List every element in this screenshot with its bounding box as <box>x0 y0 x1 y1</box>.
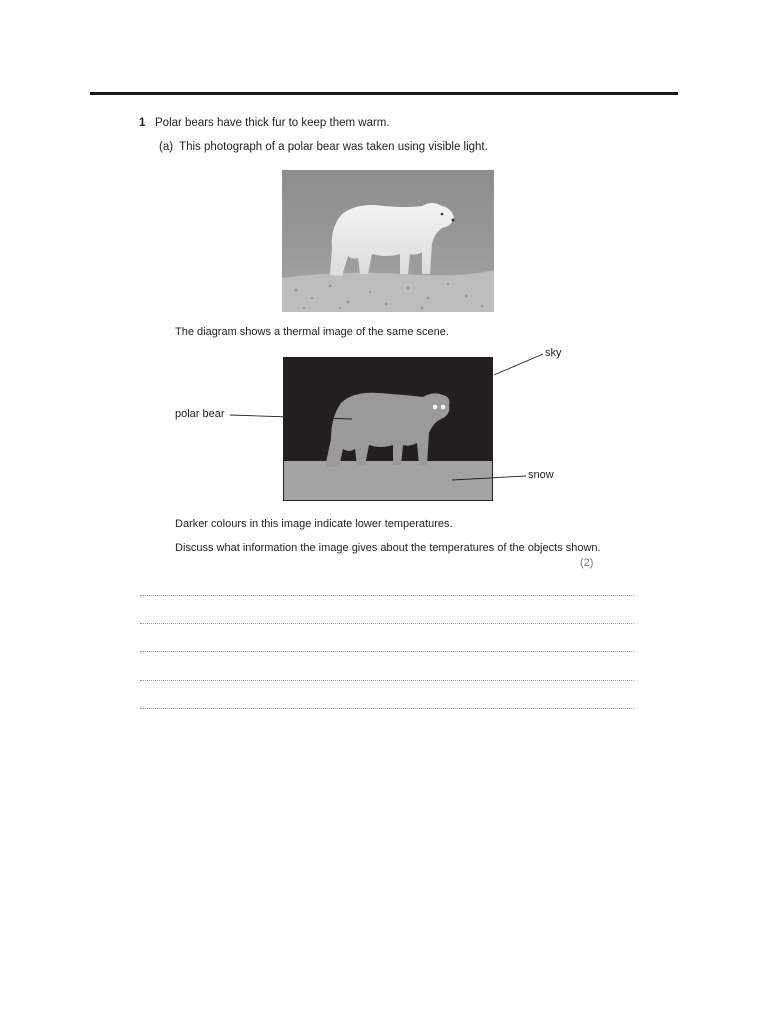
question-number: 1 <box>139 117 146 129</box>
polar-bear-photograph <box>282 170 494 312</box>
diagram-caption: The diagram shows a thermal image of the same scene. <box>175 326 449 338</box>
colour-note: Darker colours in this image indicate lower temperatures. <box>175 518 453 530</box>
label-sky: sky <box>545 347 562 359</box>
top-rule <box>90 92 678 95</box>
question-instruction: Discuss what information the image gives about the temperatures of the objects shown. <box>175 542 601 554</box>
answer-line[interactable] <box>140 595 634 596</box>
thermal-snow <box>283 461 493 501</box>
part-a <box>159 141 488 153</box>
part-a-text: This photograph of a polar bear was taken using visible light. <box>179 141 488 153</box>
polar-bear-photo-drawing <box>282 170 494 312</box>
thermal-image-drawing <box>283 357 493 501</box>
marks-available: (2) <box>580 557 594 569</box>
part-a-label: (a) <box>159 141 174 153</box>
answer-line[interactable] <box>140 623 634 624</box>
question-stem: Polar bears have thick fur to keep them warm. <box>155 117 390 129</box>
label-polar-bear: polar bear <box>175 408 225 420</box>
label-snow: snow <box>528 469 554 481</box>
sky-leader-line <box>494 354 543 375</box>
answer-line[interactable] <box>140 708 634 709</box>
thermal-image-diagram <box>283 357 493 501</box>
answer-line[interactable] <box>140 651 634 652</box>
answer-line[interactable] <box>140 680 634 681</box>
